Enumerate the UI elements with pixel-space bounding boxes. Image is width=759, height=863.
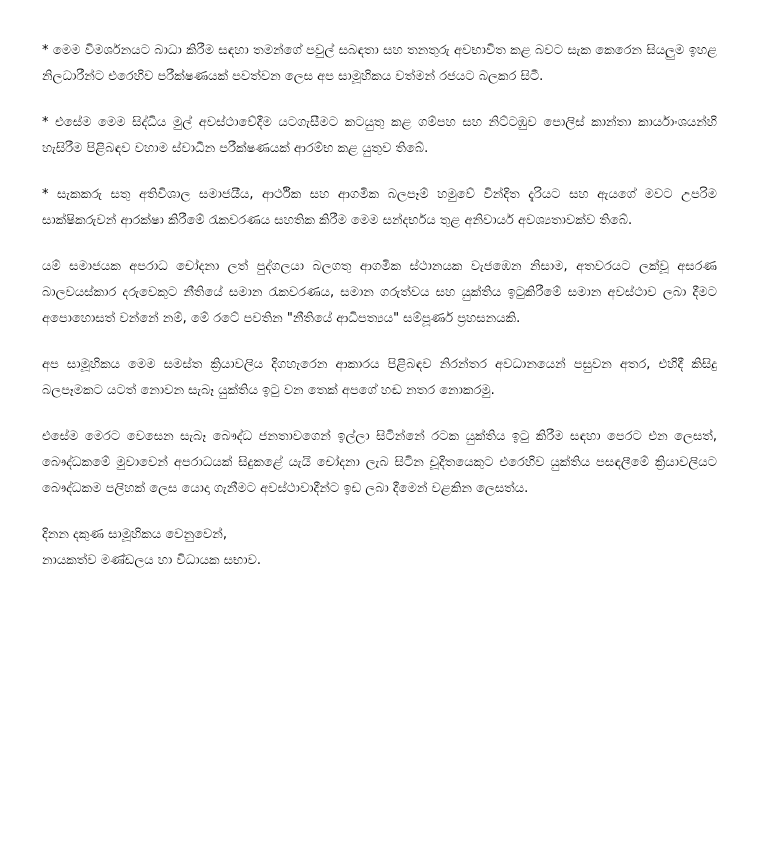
paragraph-police-bureau-investigation: * එසේම මෙම සිද්ධිය මුල් අවස්ථාවේදීම යටගැසීමට කටයුතු කළ ගම්පහ සහ නිට්ටඹුව පොලිස් කාන්තා කාර්යාංශයන්හි හැසිරීම පිළිබඳව වහාම ස්වාධීන පරීක්ෂණයක් ආරම්භ කළ යුතුව තිබේ.: [42, 115, 717, 156]
paragraph-collective-attention: අප සාමූහිකය මෙම සමස්ත ක්‍රියාවලිය දිගහැරෙන ආකාරය පිළිබඳව නිරන්තර අවධානයෙන් පසුවන අතර, එහිදී කිසිදු බලපෑමකට යටත් නොවන සැබෑ යුක්තිය ඉටු වන තෙක් අපගේ හඬ නතර නොකරමු.: [42, 357, 717, 398]
signature-line-council: නායකත්ව මණ්ඩලය හා විධායක සභාව.: [42, 553, 262, 568]
paragraph-rule-of-law: යම් සමාජයක අපරාධ චෝදනා ලත් පුද්ගලයා බලගතු ආගමික ස්ථානයක වැජඹෙන නිසාම, අතවරයට ලක්වූ අසරණ බාලවයස්කාර දරුවෙකුට නීතියේ සමාන රැකවරණය, සමාන ගරුත්වය සහ යුක්තිය ඉටුකිරීමේ සමාන අවස්ථාව ලබා දීමට අපොහොසත් වන්නේ නම්, මේ රටේ පවතින "නීතියේ ආධිපත්‍යය" සම්පූර්ණ ප්‍රහසනයකි.: [42, 259, 717, 326]
paragraph-demand-investigation-officials: * මෙම විමර්ශනයට බාධා කිරීම සඳහා තමන්ගේ පවුල් සබඳතා සහ තනතුරු අවභාවිත කළ බවට සැක කෙරෙන සියලුම ඉහළ නිලධාරීන්ට එරෙහිව පරීක්ෂණයක් පවත්වන ලෙස අප සාමූහිකය වත්මන් රජයට බලකර සිටී.: [42, 43, 717, 84]
signature-line-collective: දිනන දකුණ සාමූහිකය වෙනුවෙන්,: [42, 527, 227, 542]
signature-block: [42, 522, 717, 574]
paragraph-appeal-to-buddhists: එසේම මෙරට වෙසෙන සැබෑ බෞද්ධ ජනතාවගෙන් ඉල්ලා සිටින්නේ රටක යුක්තිය ඉටු කිරීම සඳහා පෙරට එන ලෙසත්, බෞද්ධකමේ මුවාවෙන් අපරාධයක් සිදුකළේ යැයි චෝදනා ලැබ සිටින චූදිතයෙකුට එරෙහිව යුක්තිය පසඳලීමේ ක්‍රියාවලියට බෞද්ධකම පලිහක් ලෙස යොදා ගැනීමට අවස්ථාවාදීන්ට ඉඩ ලබා දීමෙන් වළකින ලෙසත්ය.: [42, 429, 717, 496]
paragraph-victim-protection: * සැකකරු සතු අතිවිශාල සමාජයීය, ආර්ථික සහ ආගමික බලපෑම් හමුවේ වින්දිත දැරියට සහ ඇයගේ මවට උපරිම සාක්ෂිකරුවන් ආරක්ෂා කිරීමේ රැකවරණය සහතික කිරීම මෙම සන්දර්භය තුළ අනිවාර්ය අවශ්‍යතාවක්ව තිබේ.: [42, 187, 717, 228]
document-body: [42, 38, 717, 574]
